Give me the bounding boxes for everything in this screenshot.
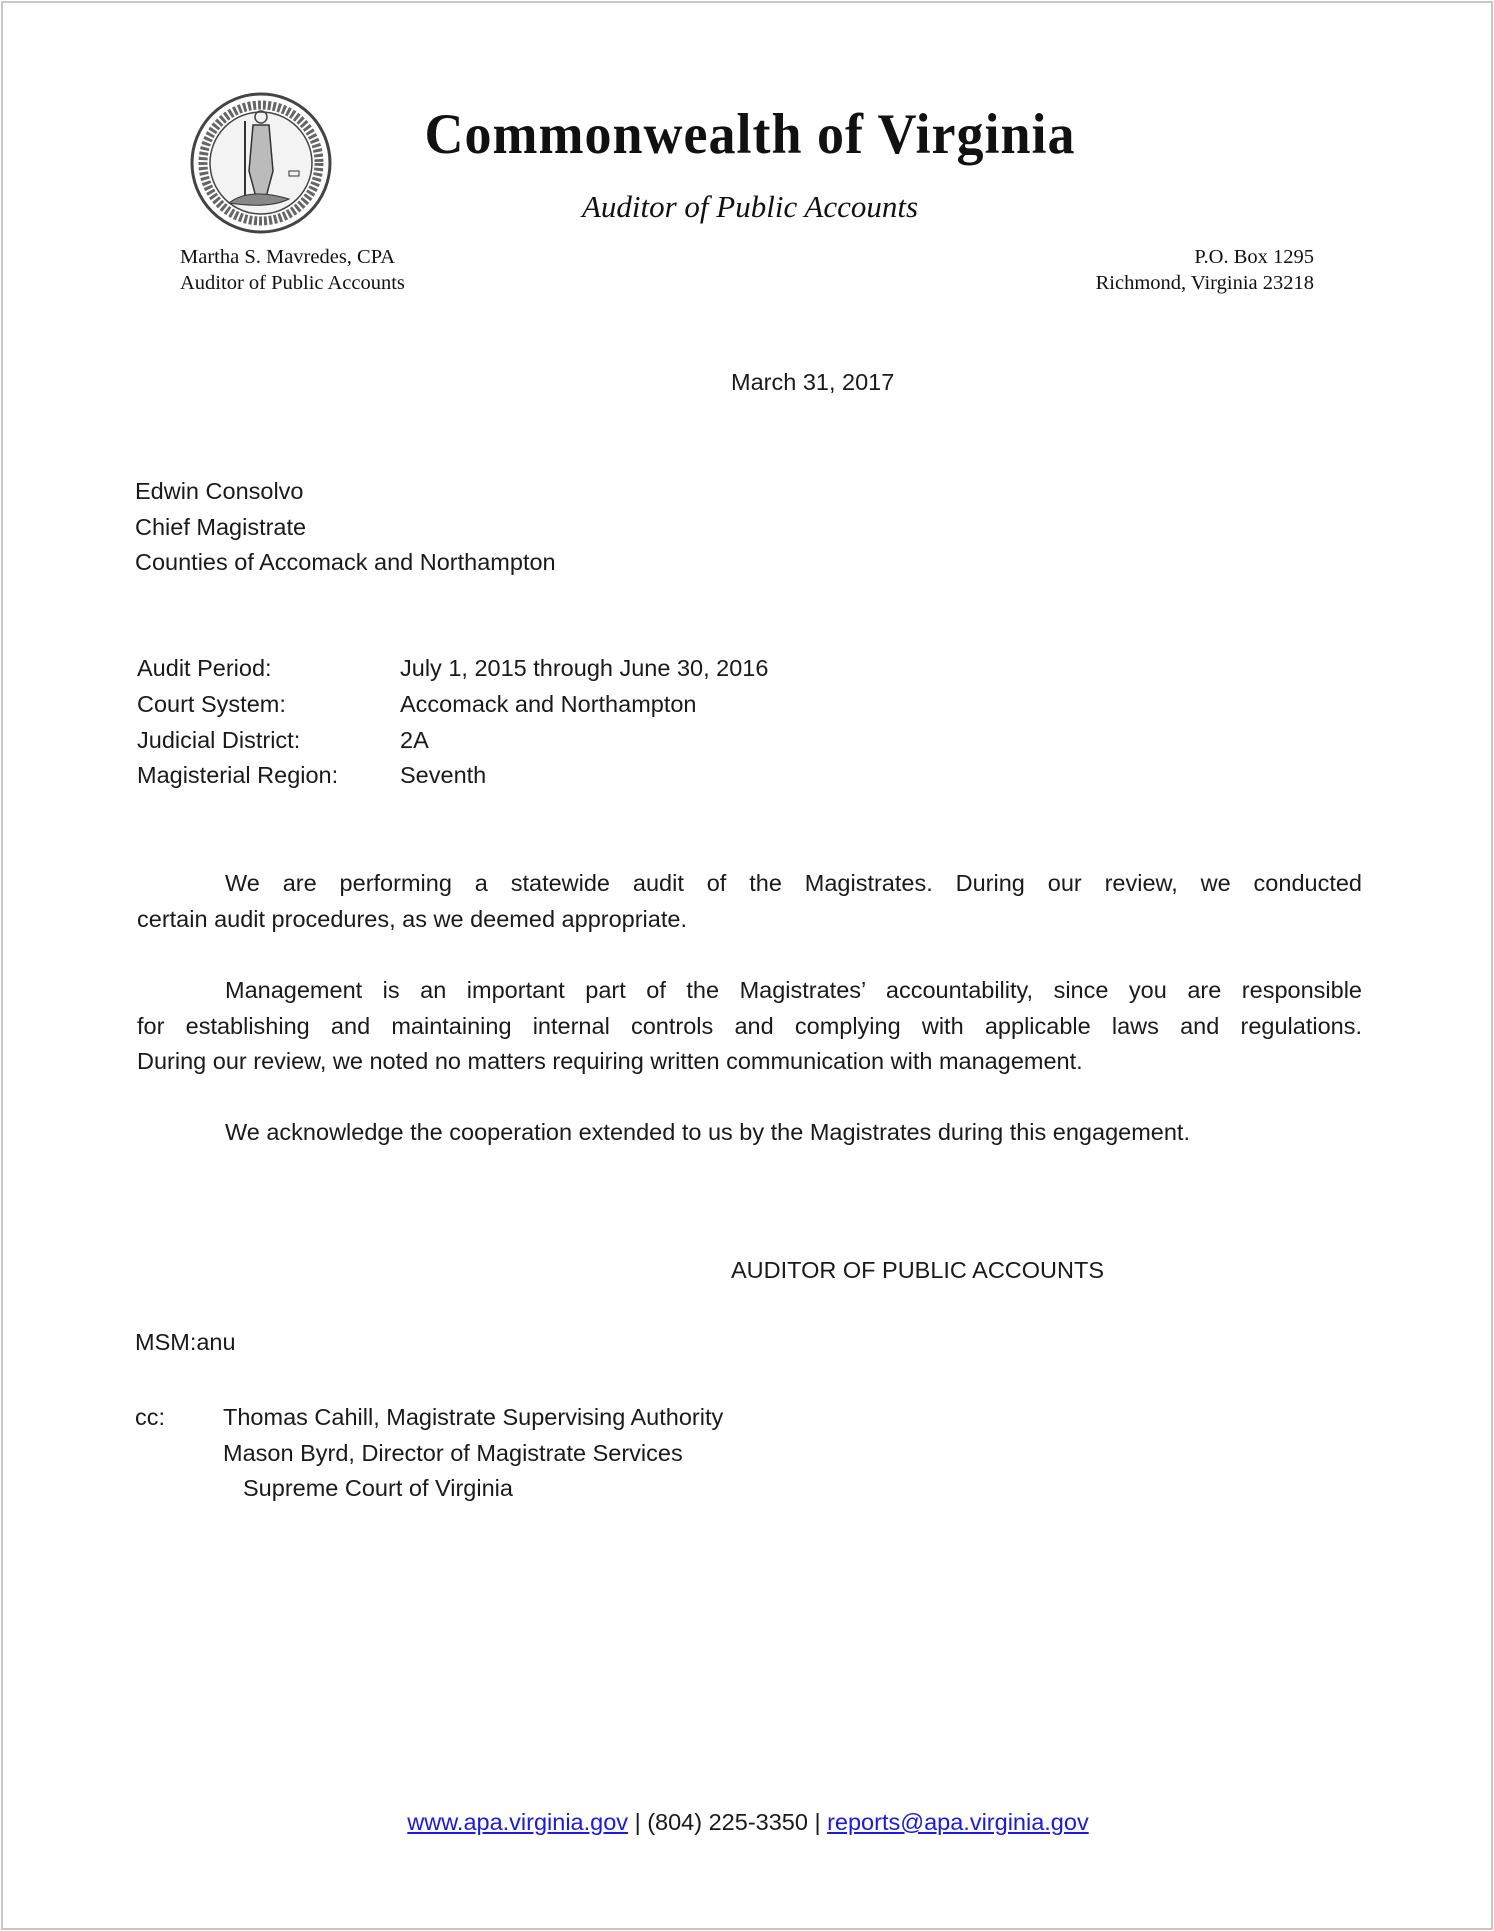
website-link[interactable]: www.apa.virginia.gov <box>407 1809 629 1835</box>
po-box: P.O. Box 1295 <box>1194 246 1314 268</box>
cc-item: Mason Byrd, Director of Magistrate Services <box>223 1439 683 1466</box>
footer <box>3 1809 1493 1836</box>
paragraph-line: During our review, we noted no matters requiring written communication with management. <box>137 1048 1083 1075</box>
document-page <box>1 1 1493 1930</box>
footer-separator: | <box>807 1809 828 1835</box>
letter-date: March 31, 2017 <box>731 369 895 395</box>
city-state-zip: Richmond, Virginia 23218 <box>1095 272 1314 294</box>
detail-value: Seventh <box>400 762 487 788</box>
detail-value: Accomack and Northampton <box>400 691 697 717</box>
paragraph-line: Management is an important part of the Magistrates’ accountability, since you are responsible <box>225 977 1362 1003</box>
auditor-title: Auditor of Public Accounts <box>180 272 405 294</box>
letterhead-subtitle: Auditor of Public Accounts <box>581 189 919 224</box>
cc-item: Thomas Cahill, Magistrate Supervising Authority <box>223 1404 724 1430</box>
paragraph-line: certain audit procedures, as we deemed appropriate. <box>137 905 687 932</box>
paragraph-3 <box>137 1115 1362 1151</box>
detail-label: Court System: <box>137 691 286 717</box>
auditor-name-block <box>180 244 405 296</box>
paragraph-line: We acknowledge the cooperation extended to us by the Magistrates during this engagement. <box>225 1119 1190 1145</box>
paragraph-1 <box>137 866 1362 937</box>
paragraph-line: for establishing and maintaining internal controls and complying with applicable laws and regulations. <box>137 1012 1362 1039</box>
cc-label: cc: <box>135 1404 166 1430</box>
recipient-org: Counties of Accomack and Northampton <box>135 549 556 576</box>
letterhead-title: Commonwealth of Virginia <box>424 102 1076 166</box>
paragraph-line: We are performing a statewide audit of the Magistrates. During our review, we conducted <box>225 870 1362 896</box>
initials: MSM:anu <box>135 1329 236 1355</box>
paragraph-2 <box>137 973 1362 1080</box>
recipient-name: Edwin Consolvo <box>135 478 304 504</box>
cc-list <box>223 1400 723 1507</box>
footer-phone: (804) 225-3350 <box>647 1809 808 1835</box>
recipient-title: Chief Magistrate <box>135 513 307 540</box>
detail-label: Judicial District: <box>137 727 301 753</box>
email-link[interactable]: reports@apa.virginia.gov <box>827 1809 1089 1835</box>
auditor-name: Martha S. Mavredes, CPA <box>180 246 396 268</box>
detail-label: Audit Period: <box>137 655 272 681</box>
detail-label: Magisterial Region: <box>137 762 339 788</box>
signature-block: AUDITOR OF PUBLIC ACCOUNTS <box>731 1257 1105 1283</box>
address-block <box>1096 244 1314 296</box>
cc-item: Supreme Court of Virginia <box>243 1475 513 1502</box>
detail-value: 2A <box>400 727 429 753</box>
detail-value: July 1, 2015 through June 30, 2016 <box>400 655 769 681</box>
footer-separator: | <box>628 1809 648 1835</box>
recipient-block <box>135 474 556 581</box>
